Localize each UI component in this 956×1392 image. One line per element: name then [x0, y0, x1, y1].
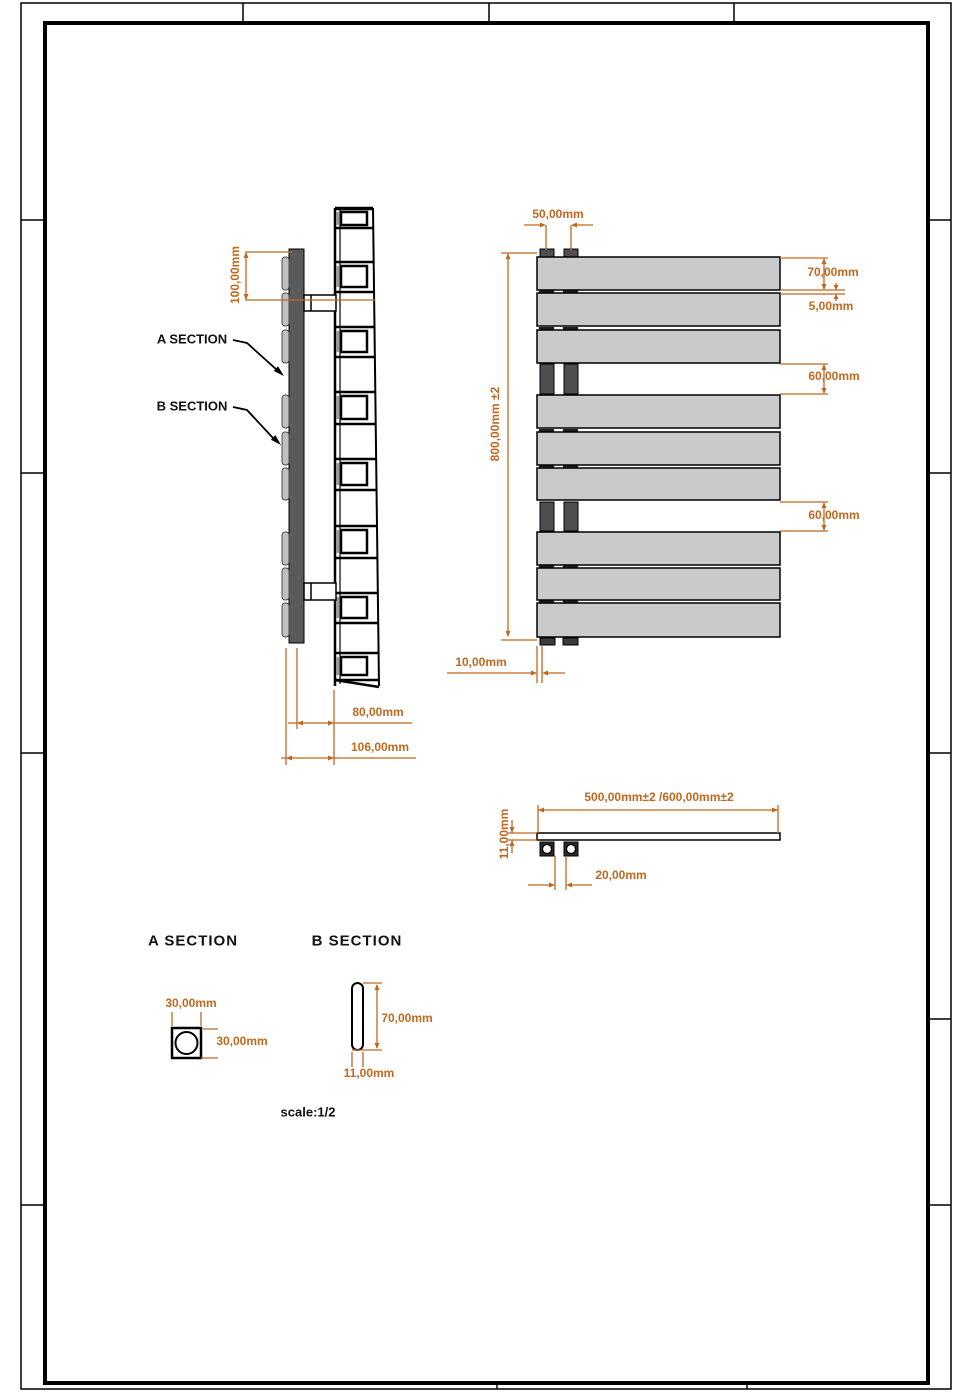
sheet-frame — [21, 3, 951, 1389]
dim-label-b-height: 70,00mm — [381, 1011, 433, 1025]
tube-bore-left — [543, 845, 552, 854]
wall-rail — [335, 208, 379, 687]
dim-label-wall-to-tube: 80,00mm — [352, 705, 404, 719]
front-view — [537, 249, 780, 645]
top-view — [537, 833, 780, 856]
dim-label-a-width: 30,00mm — [165, 996, 217, 1010]
dim-label-panel-thickness: 11,00mm — [497, 808, 511, 860]
dim-label-tube-centres: 50,00mm — [532, 207, 584, 221]
panel-profile-section — [352, 983, 363, 1050]
dim-label-overall-width: 500,00mm±2 /600,00mm±2 — [584, 790, 734, 804]
section-a-detail — [172, 1028, 201, 1058]
section-leaders — [233, 340, 277, 438]
side-view-dimensions — [245, 252, 416, 765]
side-label-a-section: A SECTION — [156, 331, 228, 347]
dim-label-overall-height: 800,00mm ±2 — [488, 386, 502, 462]
dim-label-b-thickness: 11,00mm — [343, 1066, 395, 1080]
scale-note: scale:1/2 — [280, 1104, 336, 1120]
side-view — [233, 208, 379, 687]
section-b-detail — [352, 983, 363, 1050]
panels-front — [537, 257, 780, 637]
dim-label-towel-gap-upper: 60,00mm — [808, 369, 860, 383]
dim-label-tube-clearance: 20,00mm — [595, 868, 647, 882]
dim-label-panel-edge-to-tube: 10,00mm — [455, 655, 507, 669]
tube-bore-right — [567, 845, 576, 854]
dim-label-towel-gap-lower: 60,00mm — [808, 508, 860, 522]
dim-label-panel-height: 70,00mm — [807, 265, 859, 279]
dim-label-a-height: 30,00mm — [216, 1034, 268, 1048]
tube-feet — [540, 638, 578, 645]
dim-label-panel-gap: 5,00mm — [808, 299, 854, 313]
tube-bore-section — [176, 1032, 198, 1054]
dim-label-wall-to-panel: 106,00mm — [350, 740, 410, 754]
section-b-title: B SECTION — [311, 932, 403, 950]
mounting-arms — [304, 295, 336, 600]
dim-label-bracket-from-top: 100,00mm — [228, 245, 242, 305]
side-label-b-section: B SECTION — [156, 398, 228, 414]
section-a-title: A SECTION — [147, 932, 239, 950]
collector-tube-side — [289, 249, 304, 643]
panel-edges-side — [282, 257, 289, 637]
panel-top-view — [537, 833, 780, 840]
